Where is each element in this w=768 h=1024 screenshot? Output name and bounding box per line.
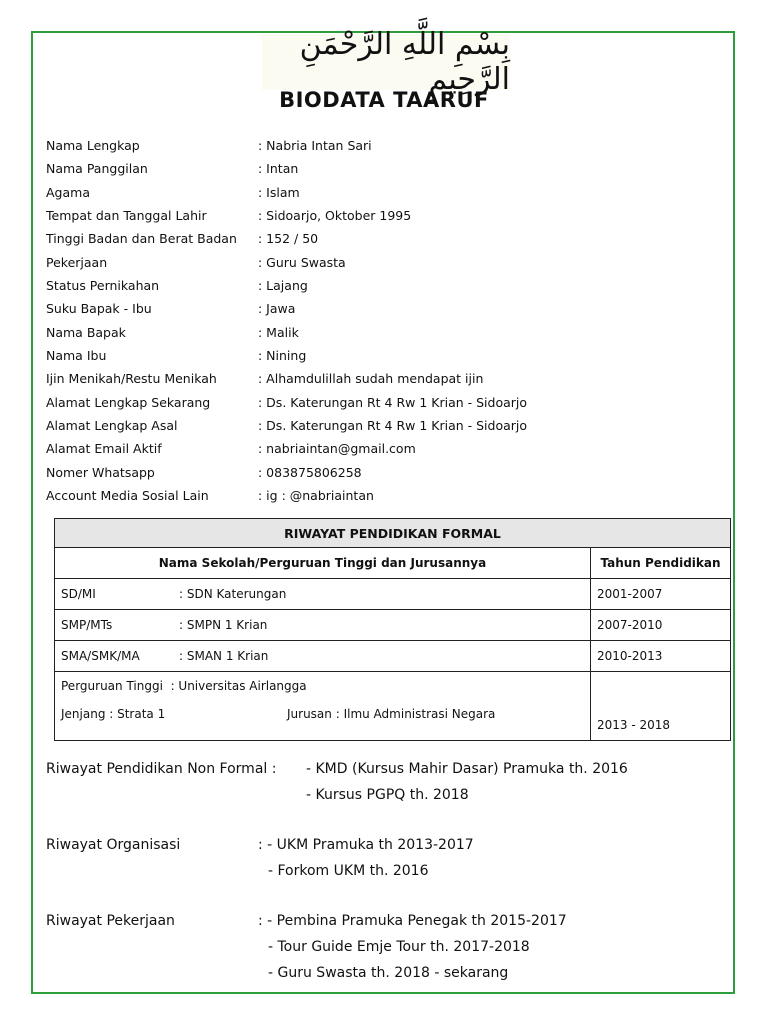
bio-label: Alamat Email Aktif	[46, 441, 162, 456]
bio-value: : 152 / 50	[258, 231, 319, 246]
bio-label: Tempat dan Tanggal Lahir	[46, 208, 207, 223]
bio-row	[46, 371, 483, 387]
table-row-university	[55, 672, 731, 741]
bio-row	[46, 348, 306, 364]
bio-row	[46, 488, 374, 504]
bio-label: Tinggi Badan dan Berat Badan	[46, 231, 237, 246]
bio-value: : Guru Swasta	[258, 255, 346, 270]
bio-value: : Ds. Katerungan Rt 4 Rw 1 Krian - Sidoarjo	[258, 395, 528, 410]
bio-label: Agama	[46, 185, 90, 200]
bio-value: : Nining	[258, 348, 307, 363]
bio-row	[46, 395, 527, 411]
year-cell: 2007-2010	[591, 610, 731, 641]
university-name: : Universitas Airlangga	[170, 679, 307, 693]
page-title: BIODATA TAARUF	[279, 88, 489, 112]
basmala-calligraphy: بِسْمِ اللَّهِ الرَّحْمَنِ الرَّحِيمِ	[262, 34, 510, 90]
major-text: Jurusan : Ilmu Administrasi Negara	[287, 707, 496, 721]
work-item: : - Pembina Pramuka Penegak th 2015-2017	[258, 913, 567, 929]
bio-row	[46, 255, 346, 271]
bio-row	[46, 465, 362, 481]
table-heading-row	[55, 519, 731, 548]
table-row	[55, 579, 731, 610]
school-cell	[55, 641, 591, 672]
bio-row	[46, 441, 416, 457]
organization-item: - Forkom UKM th. 2016	[268, 863, 429, 879]
non-formal-label: Riwayat Pendidikan Non Formal :	[46, 761, 277, 777]
bio-label: Alamat Lengkap Sekarang	[46, 395, 211, 410]
university-line	[61, 679, 584, 693]
bio-label: Nama Ibu	[46, 348, 107, 363]
table-header-row	[55, 548, 731, 579]
column-header-school: Nama Sekolah/Perguruan Tinggi dan Jurusannya	[55, 548, 591, 579]
year-cell: 2001-2007	[591, 579, 731, 610]
table-row	[55, 610, 731, 641]
degree-text: Jenjang : Strata 1	[61, 707, 166, 721]
level-label: SD/MI	[61, 587, 96, 601]
work-item: - Guru Swasta th. 2018 - sekarang	[268, 965, 509, 981]
level-label: SMA/SMK/MA	[61, 649, 140, 663]
bio-row	[46, 208, 411, 224]
school-name: : SDN Katerungan	[179, 587, 287, 601]
bio-row	[46, 301, 295, 317]
bio-value: : nabriaintan@gmail.com	[258, 441, 416, 456]
school-name: : SMPN 1 Krian	[179, 618, 268, 632]
bio-value: : Sidoarjo, Oktober 1995	[258, 208, 412, 223]
university-label: Perguruan Tinggi	[61, 679, 163, 693]
bio-value: : ig : @nabriaintan	[258, 488, 374, 503]
bio-row	[46, 325, 299, 341]
education-table	[54, 518, 731, 741]
table-row	[55, 641, 731, 672]
work-label: Riwayat Pekerjaan	[46, 913, 175, 929]
organization-item: : - UKM Pramuka th 2013-2017	[258, 837, 474, 853]
bio-value: : Jawa	[258, 301, 296, 316]
bio-value: : Intan	[258, 161, 299, 176]
school-cell	[55, 610, 591, 641]
bio-label: Status Pernikahan	[46, 278, 160, 293]
bio-value: : 083875806258	[258, 465, 362, 480]
bio-row	[46, 138, 372, 154]
bio-label: Nama Panggilan	[46, 161, 148, 176]
bio-label: Pekerjaan	[46, 255, 108, 270]
bio-label: Nama Bapak	[46, 325, 126, 340]
bio-label: Nama Lengkap	[46, 138, 140, 153]
year-cell: 2010-2013	[591, 641, 731, 672]
bio-row	[46, 231, 318, 247]
bio-value: : Islam	[258, 185, 300, 200]
bio-row	[46, 185, 300, 201]
bio-row	[46, 418, 527, 434]
bio-label: Account Media Sosial Lain	[46, 488, 209, 503]
bio-value: : Ds. Katerungan Rt 4 Rw 1 Krian - Sidoarjo	[258, 418, 528, 433]
bio-label: Nomer Whatsapp	[46, 465, 155, 480]
bio-label: Ijin Menikah/Restu Menikah	[46, 371, 217, 386]
work-item: - Tour Guide Emje Tour th. 2017-2018	[268, 939, 530, 955]
bio-label: Suku Bapak - Ibu	[46, 301, 152, 316]
bio-value: : Malik	[258, 325, 299, 340]
bio-value: : Alhamdulillah sudah mendapat ijin	[258, 371, 484, 386]
bio-row	[46, 278, 308, 294]
non-formal-item: - KMD (Kursus Mahir Dasar) Pramuka th. 2016	[306, 761, 628, 777]
table-heading: RIWAYAT PENDIDIKAN FORMAL	[55, 519, 731, 548]
year-cell: 2013 - 2018	[591, 672, 731, 741]
bio-label: Alamat Lengkap Asal	[46, 418, 178, 433]
bio-value: : Nabria Intan Sari	[258, 138, 372, 153]
bio-row	[46, 161, 298, 177]
organization-label: Riwayat Organisasi	[46, 837, 181, 853]
non-formal-item: - Kursus PGPQ th. 2018	[306, 787, 469, 803]
school-cell	[55, 579, 591, 610]
school-name: : SMAN 1 Krian	[179, 649, 269, 663]
degree-line	[61, 707, 584, 721]
column-header-year: Tahun Pendidikan	[591, 548, 731, 579]
bio-value: : Lajang	[258, 278, 308, 293]
university-cell	[55, 672, 591, 741]
level-label: SMP/MTs	[61, 618, 113, 632]
